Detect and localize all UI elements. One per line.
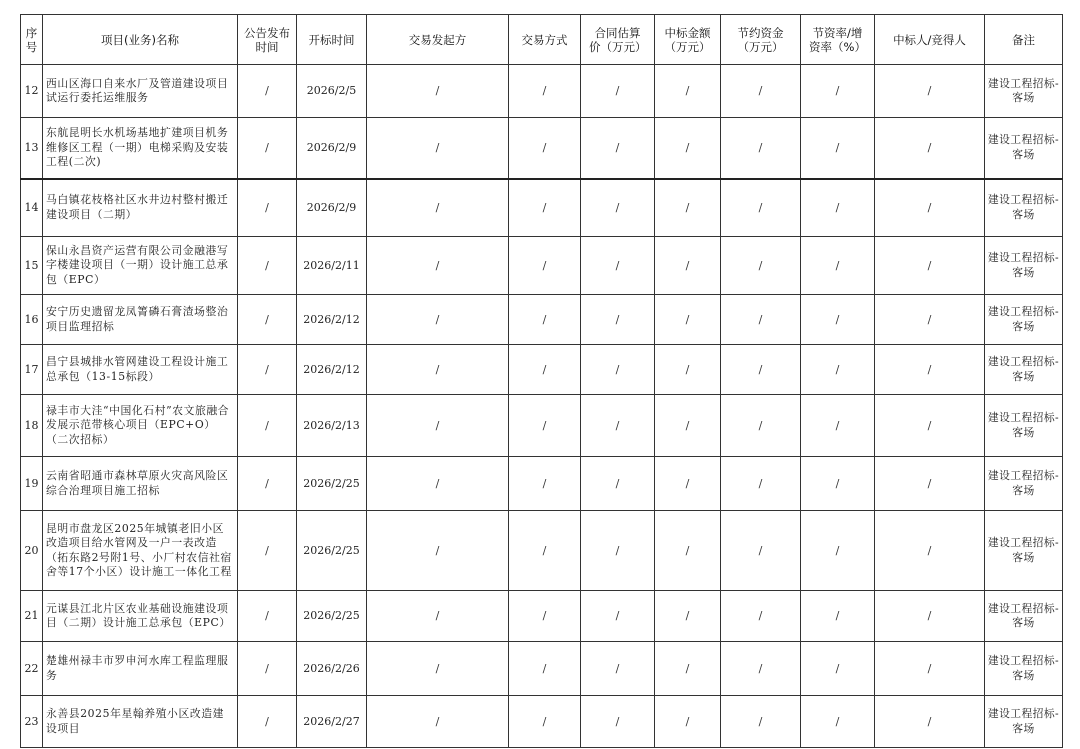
cell-savings: /: [721, 345, 801, 395]
cell-name: 禄丰市大洼“中国化石村”农文旅融合发展示范带核心项目（EPC+O）（二次招标）: [43, 395, 238, 457]
header-initiator: 交易发起方: [367, 15, 509, 65]
cell-initiator: /: [367, 118, 509, 179]
bid-results-sheet: [20, 14, 1063, 748]
cell-rate: /: [801, 591, 875, 642]
cell-publish-time: /: [238, 345, 297, 395]
cell-name: 马白镇花枝格社区水井边村整村搬迁建设项目（二期）: [43, 179, 238, 237]
cell-winner: /: [875, 591, 985, 642]
cell-initiator: /: [367, 457, 509, 511]
header-method: 交易方式: [509, 15, 581, 65]
cell-winner: /: [875, 395, 985, 457]
cell-name: 昌宁县城排水管网建设工程设计施工总承包（13-15标段）: [43, 345, 238, 395]
cell-bid-amount: /: [655, 65, 721, 118]
cell-savings: /: [721, 511, 801, 591]
cell-seq: 22: [21, 642, 43, 696]
cell-winner: /: [875, 179, 985, 237]
cell-publish-time: /: [238, 179, 297, 237]
cell-open-time: 2026/2/27: [297, 696, 367, 748]
cell-savings: /: [721, 295, 801, 345]
table-row: [21, 395, 1063, 457]
table-body: [21, 65, 1063, 748]
cell-publish-time: /: [238, 395, 297, 457]
cell-open-time: 2026/2/11: [297, 237, 367, 295]
table-row: [21, 179, 1063, 237]
cell-open-time: 2026/2/25: [297, 511, 367, 591]
cell-estimate: /: [581, 591, 655, 642]
cell-initiator: /: [367, 345, 509, 395]
cell-rate: /: [801, 65, 875, 118]
cell-bid-amount: /: [655, 696, 721, 748]
cell-open-time: 2026/2/9: [297, 179, 367, 237]
cell-rate: /: [801, 118, 875, 179]
cell-remark: 建设工程招标-客场: [985, 591, 1063, 642]
cell-estimate: /: [581, 642, 655, 696]
cell-winner: /: [875, 457, 985, 511]
cell-open-time: 2026/2/25: [297, 457, 367, 511]
cell-bid-amount: /: [655, 237, 721, 295]
cell-bid-amount: /: [655, 179, 721, 237]
cell-estimate: /: [581, 179, 655, 237]
cell-name: 西山区海口自来水厂及管道建设项目试运行委托运维服务: [43, 65, 238, 118]
table-row: [21, 345, 1063, 395]
cell-method: /: [509, 295, 581, 345]
cell-method: /: [509, 179, 581, 237]
cell-publish-time: /: [238, 118, 297, 179]
cell-method: /: [509, 591, 581, 642]
cell-estimate: /: [581, 237, 655, 295]
cell-seq: 19: [21, 457, 43, 511]
cell-initiator: /: [367, 511, 509, 591]
cell-initiator: /: [367, 696, 509, 748]
table-row: [21, 65, 1063, 118]
header-bid-amount: 中标金额（万元）: [655, 15, 721, 65]
cell-savings: /: [721, 591, 801, 642]
table-header-row: [21, 15, 1063, 65]
cell-method: /: [509, 395, 581, 457]
cell-rate: /: [801, 295, 875, 345]
header-savings: 节约资金（万元）: [721, 15, 801, 65]
cell-initiator: /: [367, 395, 509, 457]
cell-seq: 15: [21, 237, 43, 295]
cell-publish-time: /: [238, 65, 297, 118]
cell-method: /: [509, 345, 581, 395]
cell-rate: /: [801, 511, 875, 591]
cell-name: 保山永昌资产运营有限公司金融港写字楼建设项目（一期）设计施工总承包（EPC）: [43, 237, 238, 295]
header-estimate: 合同估算价（万元）: [581, 15, 655, 65]
cell-name: 元谋县江北片区农业基础设施建设项目（二期）设计施工总承包（EPC）: [43, 591, 238, 642]
cell-method: /: [509, 642, 581, 696]
header-seq: 序号: [21, 15, 43, 65]
cell-open-time: 2026/2/25: [297, 591, 367, 642]
cell-remark: 建设工程招标-客场: [985, 295, 1063, 345]
cell-seq: 13: [21, 118, 43, 179]
cell-publish-time: /: [238, 591, 297, 642]
cell-estimate: /: [581, 696, 655, 748]
table-row: [21, 511, 1063, 591]
cell-savings: /: [721, 179, 801, 237]
cell-publish-time: /: [238, 511, 297, 591]
cell-publish-time: /: [238, 237, 297, 295]
cell-initiator: /: [367, 65, 509, 118]
cell-seq: 18: [21, 395, 43, 457]
cell-name: 昆明市盘龙区2025年城镇老旧小区改造项目给水管网及一户一表改造（拓东路2号附1号、小厂村农信社宿舍等17个小区）设计施工一体化工程: [43, 511, 238, 591]
bid-results-table: [20, 14, 1063, 748]
cell-name: 安宁历史遗留龙凤箐磷石膏渣场整治项目监理招标: [43, 295, 238, 345]
cell-winner: /: [875, 511, 985, 591]
header-remark: 备注: [985, 15, 1063, 65]
cell-bid-amount: /: [655, 591, 721, 642]
cell-method: /: [509, 457, 581, 511]
cell-publish-time: /: [238, 696, 297, 748]
header-open-time: 开标时间: [297, 15, 367, 65]
cell-seq: 21: [21, 591, 43, 642]
cell-rate: /: [801, 696, 875, 748]
header-winner: 中标人/竞得人: [875, 15, 985, 65]
cell-savings: /: [721, 642, 801, 696]
cell-rate: /: [801, 395, 875, 457]
cell-open-time: 2026/2/9: [297, 118, 367, 179]
cell-rate: /: [801, 345, 875, 395]
cell-winner: /: [875, 642, 985, 696]
cell-remark: 建设工程招标-客场: [985, 345, 1063, 395]
cell-estimate: /: [581, 457, 655, 511]
cell-savings: /: [721, 395, 801, 457]
cell-rate: /: [801, 457, 875, 511]
table-row: [21, 457, 1063, 511]
cell-savings: /: [721, 65, 801, 118]
cell-seq: 16: [21, 295, 43, 345]
header-publish-time: 公告发布时间: [238, 15, 297, 65]
cell-initiator: /: [367, 295, 509, 345]
cell-name: 东航昆明长水机场基地扩建项目机务维修区工程（一期）电梯采购及安装工程(二次): [43, 118, 238, 179]
cell-seq: 20: [21, 511, 43, 591]
cell-remark: 建设工程招标-客场: [985, 457, 1063, 511]
cell-remark: 建设工程招标-客场: [985, 395, 1063, 457]
cell-winner: /: [875, 696, 985, 748]
cell-remark: 建设工程招标-客场: [985, 237, 1063, 295]
cell-method: /: [509, 118, 581, 179]
cell-savings: /: [721, 696, 801, 748]
cell-bid-amount: /: [655, 395, 721, 457]
cell-seq: 23: [21, 696, 43, 748]
cell-savings: /: [721, 118, 801, 179]
cell-estimate: /: [581, 118, 655, 179]
cell-open-time: 2026/2/26: [297, 642, 367, 696]
cell-method: /: [509, 237, 581, 295]
cell-publish-time: /: [238, 457, 297, 511]
header-name: 项目(业务)名称: [43, 15, 238, 65]
cell-name: 永善县2025年星翰养殖小区改造建设项目: [43, 696, 238, 748]
cell-seq: 14: [21, 179, 43, 237]
cell-estimate: /: [581, 295, 655, 345]
table-row: [21, 295, 1063, 345]
cell-initiator: /: [367, 591, 509, 642]
cell-initiator: /: [367, 179, 509, 237]
header-rate: 节资率/增资率（%）: [801, 15, 875, 65]
cell-remark: 建设工程招标-客场: [985, 511, 1063, 591]
cell-estimate: /: [581, 511, 655, 591]
cell-initiator: /: [367, 237, 509, 295]
cell-publish-time: /: [238, 642, 297, 696]
cell-bid-amount: /: [655, 118, 721, 179]
cell-estimate: /: [581, 65, 655, 118]
cell-bid-amount: /: [655, 511, 721, 591]
table-row: [21, 237, 1063, 295]
cell-rate: /: [801, 179, 875, 237]
cell-bid-amount: /: [655, 295, 721, 345]
table-row: [21, 642, 1063, 696]
cell-winner: /: [875, 295, 985, 345]
cell-remark: 建设工程招标-客场: [985, 118, 1063, 179]
cell-bid-amount: /: [655, 345, 721, 395]
cell-open-time: 2026/2/5: [297, 65, 367, 118]
cell-open-time: 2026/2/12: [297, 295, 367, 345]
cell-remark: 建设工程招标-客场: [985, 696, 1063, 748]
table-row: [21, 696, 1063, 748]
cell-method: /: [509, 511, 581, 591]
cell-savings: /: [721, 237, 801, 295]
cell-winner: /: [875, 237, 985, 295]
cell-method: /: [509, 65, 581, 118]
cell-seq: 17: [21, 345, 43, 395]
cell-estimate: /: [581, 395, 655, 457]
cell-remark: 建设工程招标-客场: [985, 642, 1063, 696]
cell-winner: /: [875, 118, 985, 179]
cell-remark: 建设工程招标-客场: [985, 65, 1063, 118]
cell-estimate: /: [581, 345, 655, 395]
cell-winner: /: [875, 65, 985, 118]
cell-method: /: [509, 696, 581, 748]
cell-remark: 建设工程招标-客场: [985, 179, 1063, 237]
cell-initiator: /: [367, 642, 509, 696]
cell-seq: 12: [21, 65, 43, 118]
cell-bid-amount: /: [655, 457, 721, 511]
cell-open-time: 2026/2/12: [297, 345, 367, 395]
table-row: [21, 118, 1063, 179]
cell-rate: /: [801, 642, 875, 696]
cell-publish-time: /: [238, 295, 297, 345]
cell-bid-amount: /: [655, 642, 721, 696]
cell-savings: /: [721, 457, 801, 511]
cell-winner: /: [875, 345, 985, 395]
cell-rate: /: [801, 237, 875, 295]
table-row: [21, 591, 1063, 642]
cell-name: 云南省昭通市森林草原火灾高风险区综合治理项目施工招标: [43, 457, 238, 511]
cell-open-time: 2026/2/13: [297, 395, 367, 457]
cell-name: 楚雄州禄丰市罗申河水库工程监理服务: [43, 642, 238, 696]
